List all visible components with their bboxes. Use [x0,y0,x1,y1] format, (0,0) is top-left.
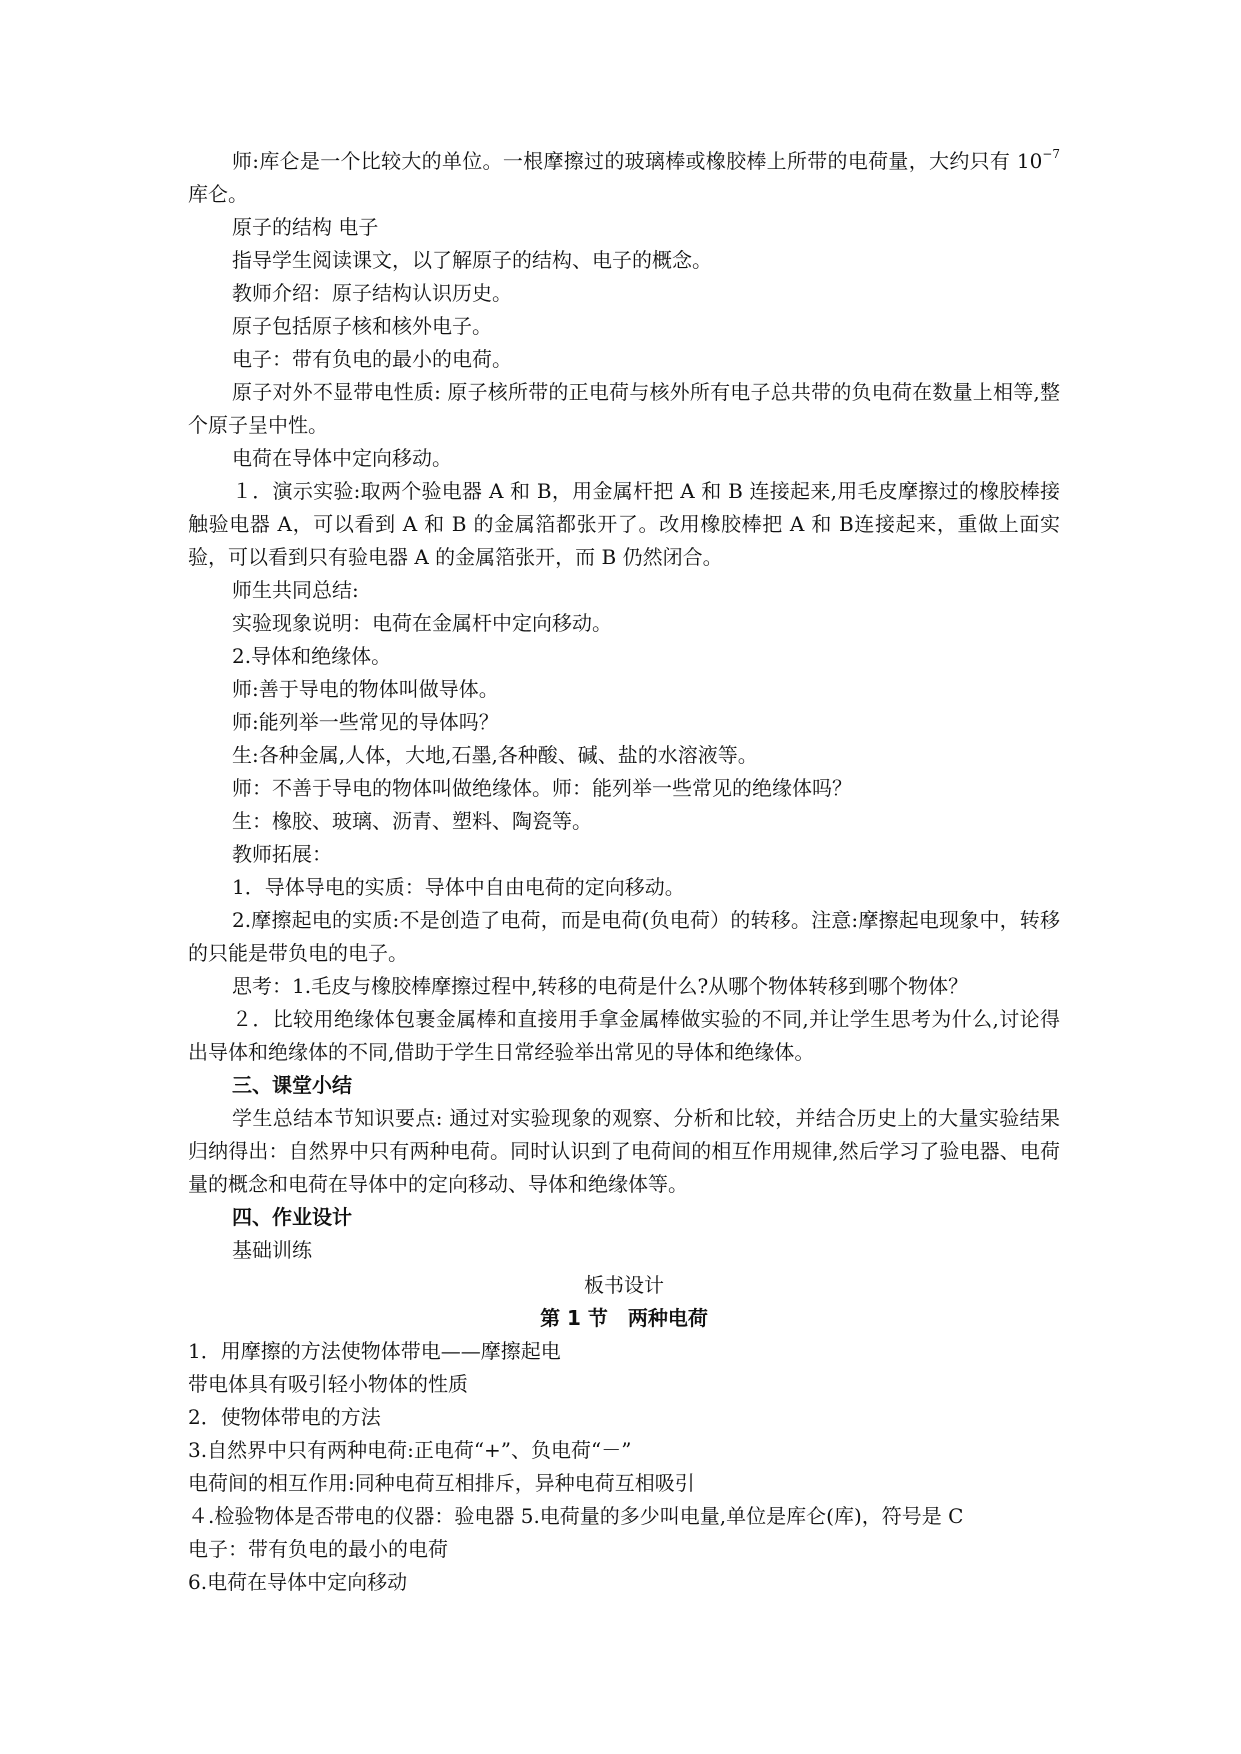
board-line: 带电体具有吸引轻小物体的性质 [188,1372,468,1396]
paragraph: 师:能列举一些常见的导体吗？ [232,710,499,734]
paragraph: 电荷在导体中定向移动。 [232,446,452,470]
board-line: 2．使物体带电的方法 [188,1405,381,1429]
paragraph: 电子：带有负电的最小的电荷。 [232,347,512,371]
paragraph: 原子对外不显带电性质: 原子核所带的正电荷与核外所有电子总共带的负电荷在数量上相等,整个原子呈中性。 [188,380,1060,437]
paragraph-text: 库仑。 [188,182,248,206]
paragraph: 指导学生阅读课文，以了解原子的结构、电子的概念。 [232,248,712,272]
paragraph: 2.摩擦起电的实质:不是创造了电荷，而是电荷(负电荷）的转移。注意:摩擦起电现象中，转移的只能是带负电的电子。 [188,908,1060,965]
paragraph: 师：不善于导电的物体叫做绝缘体。师：能列举一些常见的绝缘体吗？ [232,776,852,800]
paragraph-experiment: １．演示实验:取两个验电器 A 和 B，用金属杆把 A 和 B 连接起来,用毛皮摩擦过的橡胶棒接触验电器 A，可以看到 A 和 B 的金属箔都张开了。改用橡胶棒把 A 和 B连接起来，重做上面实验，可以看到只有验电器 A 的金属箔张开，而 B 仍然闭合。 [188,479,1060,569]
paragraph: 原子包括原子核和核外电子。 [232,314,492,338]
board-line: 3.自然界中只有两种电荷:正电荷“+”、负电荷“－” [188,1438,632,1462]
paragraph: 2.导体和绝缘体。 [232,644,392,668]
paragraph: ２．比较用绝缘体包裹金属棒和直接用手拿金属棒做实验的不同,并让学生思考为什么,讨论得出导体和绝缘体的不同,借助于学生日常经验举出常见的导体和绝缘体。 [188,1007,1060,1064]
paragraph: 师:善于导电的物体叫做导体。 [232,677,499,701]
board-design-subtitle: 第 1 节 两种电荷 [540,1306,708,1330]
paragraph: 师生共同总结: [232,578,359,602]
board-line: 6.电荷在导体中定向移动 [188,1570,408,1594]
paragraph: 实验现象说明：电荷在金属杆中定向移动。 [232,611,612,635]
board-line: 电子：带有负电的最小的电荷 [188,1537,448,1561]
board-line: 1．用摩擦的方法使物体带电——摩擦起电 [188,1339,561,1363]
board-line: 电荷间的相互作用:同种电荷互相排斥，异种电荷互相吸引 [188,1471,695,1495]
paragraph: 教师拓展： [232,842,332,866]
board-design-title: 板书设计 [584,1273,664,1297]
paragraph: 思考：1.毛皮与橡胶棒摩擦过程中,转移的电荷是什么?从哪个物体转移到哪个物体？ [232,974,969,998]
exponent: −7 [1042,147,1060,162]
paragraph-text: 师:库仑是一个比较大的单位。一根摩擦过的玻璃棒或橡胶棒上所带的电荷量，大约只有 10 [232,149,1043,173]
paragraph-homework: 基础训练 [232,1238,312,1262]
paragraph-summary: 学生总结本节知识要点: 通过对实验现象的观察、分析和比较，并结合历史上的大量实验结果归纳得出：自然界中只有两种电荷。同时认识到了电荷间的相互作用规律,然后学习了验电器、电荷量的概念和电荷在导体中的定向移动、导体和绝缘体等。 [188,1106,1060,1196]
paragraph: 生:各种金属,人体，大地,石墨,各种酸、碱、盐的水溶液等。 [232,743,758,767]
paragraph: 生：橡胶、玻璃、沥青、塑料、陶瓷等。 [232,809,592,833]
paragraph-coulomb-unit [188,145,1060,211]
paragraph: 1．导体导电的实质：导体中自由电荷的定向移动。 [232,875,685,899]
paragraph-atom-structure-heading: 原子的结构 电子 [232,215,379,239]
section-heading-homework: 四、作业设计 [232,1205,352,1229]
board-line: ４.检验物体是否带电的仪器：验电器 5.电荷量的多少叫电量,单位是库仑(库)，符号是 C [188,1504,964,1528]
document-page [188,145,1060,1599]
paragraph: 教师介绍：原子结构认识历史。 [232,281,512,305]
section-heading-summary: 三、课堂小结 [232,1073,352,1097]
